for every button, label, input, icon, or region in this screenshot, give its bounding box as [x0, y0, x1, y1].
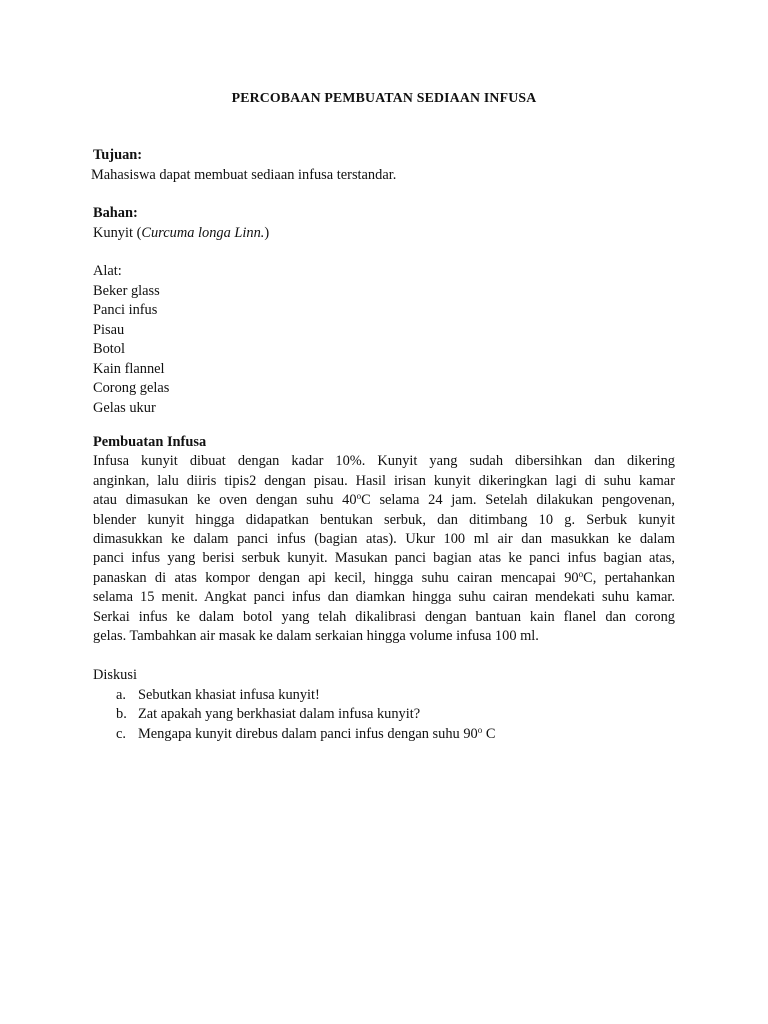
degree-superscript: o [477, 724, 483, 735]
bahan-text-before: Kunyit ( [93, 224, 142, 241]
bahan-text [93, 224, 675, 244]
paragraph-line-part: C selama 24 jam. Setelah dilakukan pengovenan, [361, 492, 675, 509]
paragraph-line [93, 569, 675, 588]
list-item [93, 686, 675, 706]
pembuatan-heading: Pembuatan Infusa [93, 434, 207, 450]
diskusi-heading: Diskusi [93, 667, 137, 683]
list-marker: b. [116, 706, 127, 722]
diskusi-section [93, 666, 675, 744]
list-item-text: Sebutkan khasiat infusa kunyit! [138, 686, 320, 703]
list-item-text-after: C [482, 725, 496, 742]
paragraph-line: dimasukkan ke dalam panci infus (bagian atas). Ukur 100 ml air dan masukkan ke dalam [93, 530, 675, 547]
degree-superscript: o [578, 568, 584, 579]
bahan-text-after: ) [264, 224, 270, 241]
alat-item: Corong gelas [93, 380, 170, 396]
paragraph-line-part: C, pertahankan [583, 569, 675, 586]
paragraph-line [93, 491, 675, 510]
paragraph-line: selama 15 menit. Angkat panci infus dan diamkan hingga suhu cairan mendekati suhu kamar. [93, 589, 675, 606]
paragraph-line-part: panaskan di atas kompor dengan api kecil, hingga suhu cairan mencapai 90 [93, 569, 579, 586]
tujuan-heading: Tujuan: [93, 147, 143, 163]
alat-item: Beker glass [93, 282, 160, 299]
alat-item: Kain flannel [93, 360, 165, 377]
paragraph-line: Serkai infus ke dalam botol yang telah dikalibrasi dengan bantuan kain flanel dan corong [93, 608, 675, 625]
alat-item: Pisau [93, 321, 125, 338]
paragraph-line: gelas. Tambahkan air masak ke dalam serkaian hingga volume infusa 100 ml. [93, 627, 539, 644]
alat-section [93, 262, 675, 418]
list-item [93, 705, 675, 725]
list-item-text: Zat apakah yang berkhasiat dalam infusa kunyit? [138, 706, 421, 722]
alat-item: Gelas ukur [93, 399, 156, 416]
paragraph-line-part: atau dimasukan ke oven dengan suhu 40 [93, 492, 357, 509]
tujuan-text: Mahasiswa dapat membuat sediaan infusa terstandar. [91, 166, 397, 183]
alat-heading: Alat: [93, 263, 122, 279]
list-item [93, 725, 675, 745]
degree-superscript: o [356, 491, 362, 502]
bahan-heading: Bahan: [93, 205, 138, 221]
list-marker: a. [116, 686, 126, 703]
paragraph-line: panci infus yang berisi serbuk kunyit. Masukan panci bagian atas ke panci infus bagian atas, [93, 550, 675, 567]
alat-item: Panci infus [93, 302, 158, 318]
list-marker: c. [116, 725, 126, 742]
document-title: PERCOBAAN PEMBUATAN SEDIAAN INFUSA [231, 90, 537, 105]
alat-item: Botol [93, 341, 125, 357]
list-item-text: Mengapa kunyit direbus dalam panci infus dengan suhu 90 [138, 725, 478, 742]
paragraph-line: anginkan, lalu diiris tipis2 dengan pisau. Hasil irisan kunyit dikeringkan lagi di suhu kamar [93, 472, 675, 489]
tujuan-section [93, 146, 675, 185]
paragraph-line: blender kunyit hingga didapatkan bentukan serbuk, dan ditimbang 10 g. Serbuk kunyit [93, 511, 675, 528]
pembuatan-section [93, 433, 675, 646]
bahan-latin-name: Curcuma longa Linn. [141, 224, 265, 241]
paragraph-line: Infusa kunyit dibuat dengan kadar 10%. Kunyit yang sudah dibersihkan dan dikering [93, 453, 675, 470]
bahan-section [93, 204, 675, 243]
